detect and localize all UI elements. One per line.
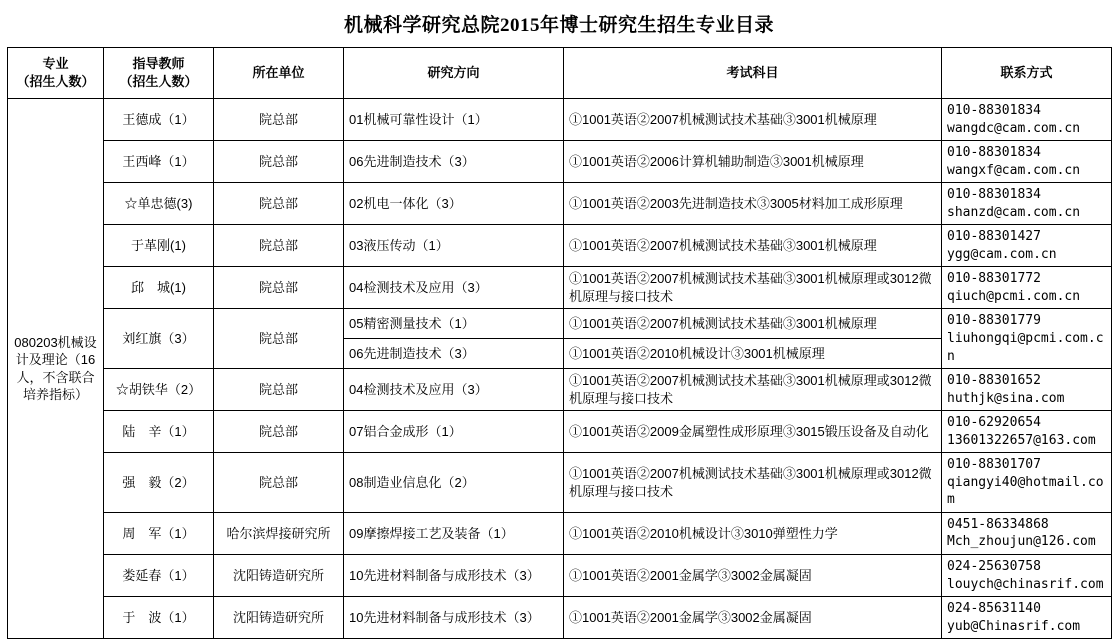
contact-cell	[942, 555, 1112, 597]
contact-phone: 010-88301427	[947, 229, 1041, 245]
table-row	[8, 267, 1112, 309]
contact-cell	[942, 99, 1112, 141]
contact-phone: 010-88301772	[947, 271, 1041, 287]
exam-cell: ①1001英语②2001金属学③3002金属凝固	[564, 597, 942, 639]
contact-email: liuhongqi@pcmi.com.cn	[947, 331, 1104, 364]
contact-phone: 010-88301834	[947, 145, 1041, 161]
contact-email: qiangyi40@hotmail.com	[947, 474, 1104, 508]
column-header-major	[8, 48, 104, 99]
unit-cell: 院总部	[214, 141, 344, 183]
table-row	[8, 99, 1112, 141]
table-body	[8, 99, 1112, 639]
contact-email: yub@Chinasrif.com	[947, 618, 1081, 634]
column-header-teacher-line1: 指导教师	[132, 56, 185, 72]
page-title: 机械科学研究总院2015年博士研究生招生专业目录	[343, 15, 774, 36]
direction-cell: 02机电一体化（3）	[344, 183, 564, 225]
exam-cell: ①1001英语②2001金属学③3002金属凝固	[564, 555, 942, 597]
direction-cell: 04检测技术及应用（3）	[344, 267, 564, 309]
contact-cell	[942, 369, 1112, 411]
contact-phone: 010-88301834	[947, 187, 1041, 203]
exam-cell: ①1001英语②2006计算机辅助制造③3001机械原理	[564, 141, 942, 183]
direction-cell: 01机械可靠性设计（1）	[344, 99, 564, 141]
teacher-cell: 邱 城(1)	[104, 267, 214, 309]
admissions-catalog-table	[7, 47, 1112, 639]
unit-cell: 院总部	[214, 309, 344, 369]
contact-cell	[942, 453, 1112, 513]
direction-cell: 09摩擦焊接工艺及装备（1）	[344, 512, 564, 554]
table-row	[8, 597, 1112, 639]
contact-phone: 010-88301834	[947, 103, 1041, 118]
exam-cell: ①1001英语②2010机械设计③3010弹塑性力学	[564, 512, 942, 554]
contact-email: Mch_zhoujun@126.com	[947, 534, 1096, 550]
table-row	[8, 512, 1112, 554]
unit-cell: 院总部	[214, 453, 344, 513]
direction-cell: 06先进制造技术（3）	[344, 339, 564, 369]
table-row	[8, 141, 1112, 183]
contact-email: ygg@cam.com.cn	[947, 246, 1057, 262]
unit-cell: 院总部	[214, 369, 344, 411]
teacher-cell: 陆 辛（1）	[104, 411, 214, 453]
contact-phone: 010-88301652	[947, 373, 1041, 389]
contact-phone: 010-88301707	[947, 457, 1041, 473]
contact-cell	[942, 141, 1112, 183]
unit-cell: 院总部	[214, 267, 344, 309]
contact-email: 13601322657@163.com	[947, 432, 1096, 448]
unit-cell: 沈阳铸造研究所	[214, 597, 344, 639]
contact-phone: 010-88301779	[947, 313, 1041, 329]
contact-email: huthjk@sina.com	[947, 390, 1065, 406]
column-header-teacher	[104, 48, 214, 99]
direction-cell: 05精密测量技术（1）	[344, 309, 564, 339]
contact-email: wangdc@cam.com.cn	[947, 120, 1081, 136]
table-row	[8, 225, 1112, 267]
exam-cell: ①1001英语②2007机械测试技术基础③3001机械原理	[564, 225, 942, 267]
teacher-cell: ☆胡铁华（2）	[104, 369, 214, 411]
column-header-contact: 联系方式	[942, 48, 1112, 99]
unit-cell: 院总部	[214, 183, 344, 225]
direction-cell: 08制造业信息化（2）	[344, 453, 564, 513]
teacher-cell: 刘红旗（3）	[104, 309, 214, 369]
contact-email: qiuch@pcmi.com.cn	[947, 288, 1081, 304]
direction-cell: 10先进材料制备与成形技术（3）	[344, 555, 564, 597]
contact-cell	[942, 309, 1112, 369]
contact-cell	[942, 267, 1112, 309]
table-row	[8, 411, 1112, 453]
exam-cell: ①1001英语②2003先进制造技术③3005材料加工成形原理	[564, 183, 942, 225]
column-header-major-line1: 专业	[42, 56, 69, 72]
major-cell: 080203机械设计及理论（16人，不含联合培养指标）	[8, 99, 104, 639]
exam-cell: ①1001英语②2009金属塑性成形原理③3015锻压设备及自动化	[564, 411, 942, 453]
exam-cell: ①1001英语②2007机械测试技术基础③3001机械原理或3012微机原理与接口技术	[564, 369, 942, 411]
exam-cell: ①1001英语②2007机械测试技术基础③3001机械原理	[564, 309, 942, 339]
column-header-major-line2: （招生人数）	[16, 74, 95, 89]
direction-cell: 10先进材料制备与成形技术（3）	[344, 597, 564, 639]
table-header	[8, 48, 1112, 99]
contact-phone: 0451-86334868	[947, 516, 1049, 532]
exam-cell: ①1001英语②2007机械测试技术基础③3001机械原理或3012微机原理与接口技术	[564, 453, 942, 513]
contact-cell	[942, 597, 1112, 639]
contact-phone: 010-62920654	[947, 415, 1041, 431]
teacher-cell: 王德成（1）	[104, 99, 214, 141]
exam-cell: ①1001英语②2007机械测试技术基础③3001机械原理	[564, 99, 942, 141]
teacher-cell: 于 波（1）	[104, 597, 214, 639]
teacher-cell: 娄延春（1）	[104, 555, 214, 597]
column-header-teacher-line2: （招生人数）	[119, 74, 198, 89]
contact-cell	[942, 225, 1112, 267]
column-header-exam: 考试科目	[564, 48, 942, 99]
contact-email: wangxf@cam.com.cn	[947, 162, 1081, 178]
table-header-row	[8, 48, 1112, 99]
direction-cell: 03液压传动（1）	[344, 225, 564, 267]
column-header-unit: 所在单位	[214, 48, 344, 99]
teacher-cell: 于革刚(1)	[104, 225, 214, 267]
unit-cell: 哈尔滨焊接研究所	[214, 512, 344, 554]
table-row	[8, 183, 1112, 225]
table-row	[8, 369, 1112, 411]
direction-cell: 06先进制造技术（3）	[344, 141, 564, 183]
unit-cell: 沈阳铸造研究所	[214, 555, 344, 597]
unit-cell: 院总部	[214, 99, 344, 141]
exam-cell: ①1001英语②2010机械设计③3001机械原理	[564, 339, 942, 369]
table-row	[8, 555, 1112, 597]
table-row	[8, 453, 1112, 513]
direction-cell: 04检测技术及应用（3）	[344, 369, 564, 411]
unit-cell: 院总部	[214, 225, 344, 267]
unit-cell: 院总部	[214, 411, 344, 453]
contact-cell	[942, 183, 1112, 225]
contact-phone: 024-85631140	[947, 601, 1041, 617]
teacher-cell: 强 毅（2）	[104, 453, 214, 513]
teacher-cell: ☆单忠德(3)	[104, 183, 214, 225]
teacher-cell: 王西峰（1）	[104, 141, 214, 183]
column-header-direction: 研究方向	[344, 48, 564, 99]
contact-email: shanzd@cam.com.cn	[947, 204, 1081, 220]
contact-cell	[942, 512, 1112, 554]
contact-cell	[942, 411, 1112, 453]
direction-cell: 07铝合金成形（1）	[344, 411, 564, 453]
teacher-cell: 周 军（1）	[104, 512, 214, 554]
exam-cell: ①1001英语②2007机械测试技术基础③3001机械原理或3012微机原理与接口技术	[564, 267, 942, 309]
table-row	[8, 309, 1112, 339]
contact-phone: 024-25630758	[947, 559, 1041, 575]
contact-email: louych@chinasrif.com	[947, 576, 1104, 592]
